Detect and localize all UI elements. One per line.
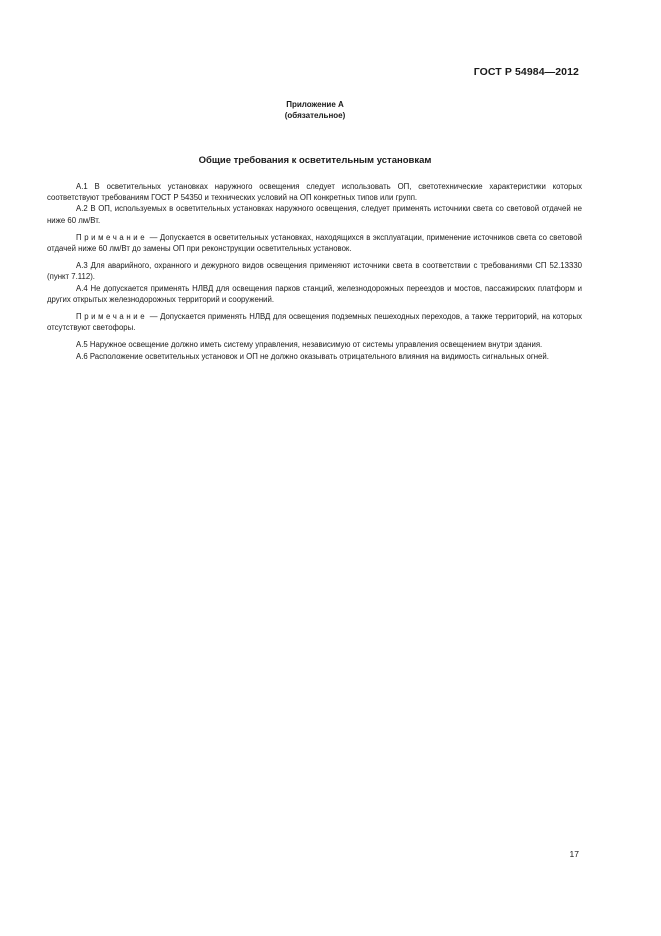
note-2 [47, 311, 582, 333]
paragraph-a1: А.1 В осветительных установках наружного освещения следует использовать ОП, светотехнические характеристики которых соответствуют требованиям ГОСТ Р 54350 и технических условий на ОП конкретных типов или групп. [47, 182, 582, 203]
paragraph-a6: А.6 Расположение осветительных установок и ОП не должно оказывать отрицательного влияния на видимость сигнальных огней. [76, 351, 549, 361]
note-label: Примечание [76, 312, 148, 322]
note-label: Примечание [76, 232, 148, 242]
note-text: — Допускается в осветительных установках, находящихся в эксплуатации, применение источников света со световой отдачей ниже 60 лм/Вт до замены ОП при реконструкции осветительных установок. [47, 232, 582, 254]
appendix-status: (обязательное) [284, 111, 346, 120]
section-body [47, 181, 582, 362]
appendix-title: Приложение А [286, 100, 344, 109]
paragraph-a2: А.2 В ОП, используемых в осветительных установках наружного освещения, следует применять источники света со световой отдачей не ниже 60 лм/Вт. [47, 204, 582, 225]
standard-code: ГОСТ Р 54984—2012 [473, 66, 579, 78]
paragraph-a5: А.5 Наружное освещение должно иметь систему управления, независимую от системы управления освещением внутри здания. [76, 340, 543, 350]
paragraph-a4: А.4 Не допускается применять НЛВД для освещения парков станций, железнодорожных переездов и мостов, пассажирских платформ и других открытых железнодорожных территорий и сооружений. [47, 283, 582, 304]
section-title: Общие требования к осветительным установкам [198, 155, 432, 166]
note-1 [47, 232, 582, 254]
paragraph-a3: А.3 Для аварийного, охранного и дежурного видов освещения применяют источники света в соответствии с требованиями СП 52.13330 (пункт 7.112). [47, 261, 582, 282]
appendix-label [0, 99, 630, 121]
note-text: — Допускается применять НЛВД для освещения подземных пешеходных переходов, а также территорий, на которых отсутствуют светофоры. [47, 312, 582, 333]
page-number: 17 [569, 849, 579, 859]
